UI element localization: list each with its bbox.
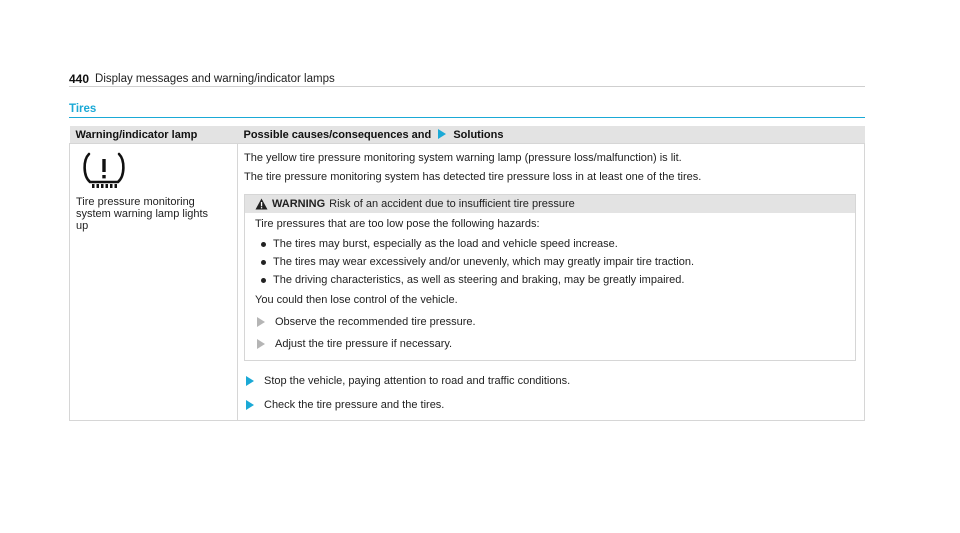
solution-step-text: Stop the vehicle, paying attention to road and traffic conditions. xyxy=(264,375,571,387)
table-row xyxy=(70,144,865,421)
lamp-caption: Tire pressure monitoring system warning lamp lights up xyxy=(76,196,209,232)
warning-step xyxy=(255,335,845,353)
column-header-causes-label: Possible causes/consequences and xyxy=(243,128,432,141)
column-header-lamp: Warning/indicator lamp xyxy=(70,126,238,144)
list-item: The driving characteristics, as well as steering and braking, may be greatly impaired. xyxy=(255,271,845,289)
list-item: The tires may burst, especially as the load and vehicle speed increase. xyxy=(255,235,845,253)
warning-step xyxy=(255,313,845,331)
section-title: Tires xyxy=(69,102,865,118)
page-header-title: Display messages and warning/indicator lamps xyxy=(95,73,335,85)
warning-step-text: Adjust the tire pressure if necessary. xyxy=(275,338,453,350)
warning-box xyxy=(244,194,856,361)
warning-consequence: You could then lose control of the vehicle. xyxy=(255,294,458,306)
arrow-icon xyxy=(246,376,254,386)
column-header-causes xyxy=(238,126,865,144)
tire-pressure-warning-icon xyxy=(80,150,128,192)
description-line-2: The tire pressure monitoring system has detected tire pressure loss in at least one of the tires. xyxy=(244,171,702,183)
arrow-icon xyxy=(438,129,446,139)
solution-step xyxy=(244,372,858,390)
description-line-1: The yellow tire pressure monitoring system warning lamp (pressure loss/malfunction) is lit. xyxy=(244,152,682,164)
warning-table xyxy=(69,126,865,421)
solution-step xyxy=(244,396,858,414)
solution-step-text: Check the tire pressure and the tires. xyxy=(264,399,445,411)
arrow-icon xyxy=(257,339,265,349)
warning-intro: Tire pressures that are too low pose the following hazards: xyxy=(255,218,540,230)
page-number: 440 xyxy=(69,72,90,86)
warning-label: WARNING xyxy=(272,198,326,210)
causes-cell xyxy=(238,144,865,421)
warning-body xyxy=(245,213,855,360)
lamp-cell xyxy=(70,144,238,421)
arrow-icon xyxy=(246,400,254,410)
column-header-solutions-label: Solutions xyxy=(453,128,504,141)
hazard-list xyxy=(255,235,845,289)
warning-header xyxy=(245,195,855,213)
warning-title: Risk of an accident due to insufficient tire pressure xyxy=(329,198,575,210)
list-item: The tires may wear excessively and/or unevenly, which may greatly impair tire traction. xyxy=(255,253,845,271)
page-header xyxy=(69,70,865,87)
arrow-icon xyxy=(257,317,265,327)
warning-step-text: Observe the recommended tire pressure. xyxy=(275,316,476,328)
table-header-row xyxy=(70,126,865,144)
warning-triangle-icon xyxy=(255,198,268,210)
